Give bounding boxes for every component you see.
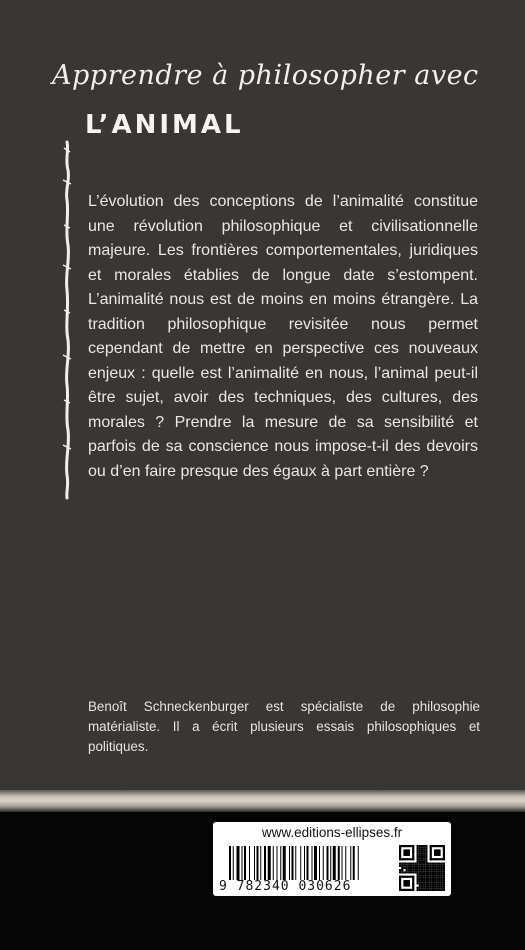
blurb-paragraph: L’évolution des conceptions de l’animalité constitue une révolution philosophique et civilisationnelle majeure. Les frontières comportementales, juridiques et morales établies de longue date s’estompent. L’animalité nous est de moins en moins étrangère. La tradition philosophique revisitée nous permet cependant de mettre en perspective ces nouveaux enjeux : quelle est l’animalité en nous, l’animal peut-il être sujet, avoir des techniques, des cultures, des morales ? Prendre la mesure de sa sensibilité et parfois de sa conscience nous impose-t-il des devoirs ou d’en faire presque des égaux à part entière ? — [88, 193, 478, 480]
book-title: L’ANIMAL — [85, 110, 244, 140]
chalk-vertical-rule — [60, 140, 74, 500]
isbn-number: 9 782340 030626 — [219, 879, 352, 894]
barcode-panel — [213, 822, 451, 896]
chalkboard-ledge — [0, 790, 525, 812]
barcode-bars — [229, 846, 397, 880]
author-bio: Benoît Schneckenburger est spécialiste de philosophie matérialiste. Il a écrit plusieurs essais philosophiques et politiques. — [88, 699, 480, 754]
publisher-website: www.editions-ellipses.fr — [261, 825, 403, 840]
qr-code — [399, 844, 445, 892]
series-title: Apprendre à philosopher avec — [52, 60, 479, 91]
